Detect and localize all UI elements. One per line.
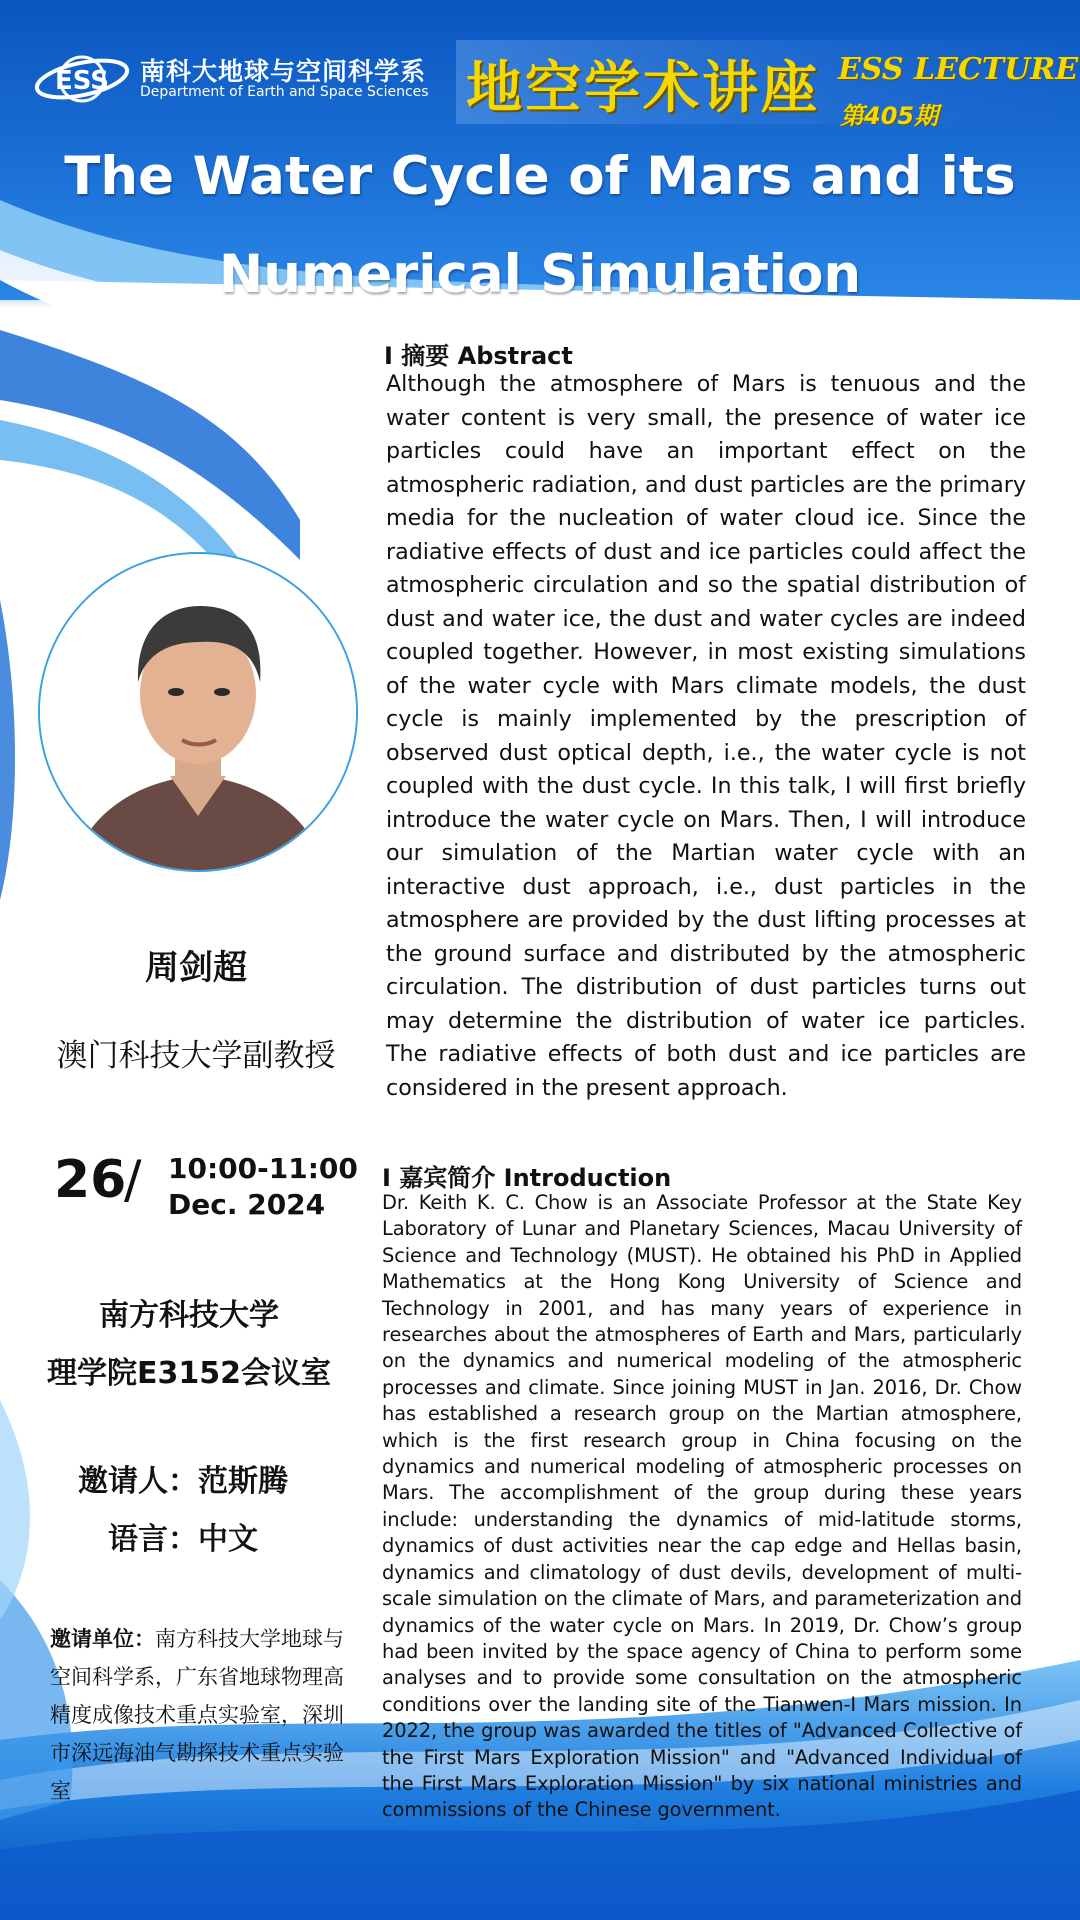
inviter: 邀请人：范斯腾	[78, 1464, 288, 1499]
host-organizations-label: 邀请单位：	[50, 1627, 155, 1651]
abstract-text: Although the atmosphere of Mars is tenuous and the water content is very small, the presence of water ice particles could have an important effect on the atmospheric radiation, and dust particles are the primary media for the nucleation of water cloud ice. Since the radiative effects of dust and ice particles could affect the atmospheric circulation and so the spatial distribution of dust and water ice, the dust and water cycles are indeed coupled together. However, in most existing simulations of the water cycle with Mars climate models, the dust cycle is mainly implemented by the prescription of observed dust optical depth, i.e., the water cycle is not coupled with the dust cycle. In this talk, I will first briefly introduce the water cycle on Mars. Then, I will introduce our simulation of the Martian water cycle with an interactive dust approach, i.e., dust particles in the atmosphere are provided by the dust lifting processes at the ground surface and distributed by the atmospheric circulation. The distribution of dust particles turns out may determine the distribution of water ice particles. The radiative effects of both dust and ice particles are considered in the present approach.	[386, 371, 1026, 1101]
ess-logo-icon	[32, 46, 132, 112]
date-separator: /	[124, 1150, 142, 1210]
abstract-heading: I 摘要 Abstract	[384, 342, 573, 370]
host-organizations-text: 南方科技大学地球与空间科学系，广东省地球物理高精度成像技术重点实验室，深圳市深远海油气勘探技术重点实验室	[50, 1627, 344, 1803]
venue-room: 理学院E3152会议室	[47, 1356, 331, 1391]
lecture-series-title-cn: 地空学术讲座	[466, 55, 820, 121]
department-name-en: Department of Earth and Space Sciences	[140, 84, 429, 100]
speaker-affiliation: 澳门科技大学副教授	[56, 1038, 336, 1074]
lecture-series-title-en: ESS LECTURE	[838, 52, 1079, 87]
svg-text:ESS: ESS	[54, 66, 110, 96]
talk-title: The Water Cycle of Mars and its Numerical Simulation	[64, 146, 1016, 305]
introduction-heading: I 嘉宾简介 Introduction	[382, 1164, 672, 1192]
talk-time: 10:00-11:00	[168, 1152, 358, 1185]
talk-month-year: Dec. 2024	[168, 1188, 326, 1221]
speaker-portrait	[38, 552, 358, 872]
talk-language: 语言：中文	[108, 1522, 258, 1557]
portrait-illustration	[40, 554, 356, 870]
speaker-name: 周剑超	[145, 948, 247, 988]
date-day: 26	[54, 1150, 127, 1210]
venue-institution: 南方科技大学	[99, 1298, 279, 1333]
introduction-text: Dr. Keith K. C. Chow is an Associate Professor at the State Key Laboratory of Lunar and Planetary Sciences, Macau University of Science and Technology (MUST). He obtained his PhD in Applied Mathematics at the Hong Kong University of Science and Technology in 2001, and has many years of experience in researches about the atmospheres of Earth and Mars, particularly on the dynamics and numerical modeling of the atmospheric processes and climate. Since joining MUST in Jan. 2016, Dr. Chow has established a research group on the Martian atmosphere, which is the first research group in China focusing on the dynamics and numerical modeling of atmospheric processes on Mars. The accomplishment of the group during these years include: understanding the dynamics of mid-latitude storms, dynamics of dust activities near the cap edge and Hellas basin, dynamics and climatology of dust devils, development of multi-scale simulation on the climate of Mars, and parameterization and dynamics of the water cycle on Mars. In 2019, Dr. Chow’s group had been invited by the space agency of China to perform some analyses and to provide some consultation on the atmospheric conditions over the landing site of the Tianwen-I Mars mission. In 2022, the group was awarded the titles of "Advanced Collective of the First Mars Exploration Mission" and "Advanced Individual of the First Mars Exploration Mission" by six national ministries and commissions of the Chinese government.	[382, 1191, 1022, 1822]
host-organizations	[50, 1620, 350, 1810]
department-name-cn: 南科大地球与空间科学系	[140, 57, 427, 86]
lecture-issue-number: 第405期	[840, 102, 939, 130]
